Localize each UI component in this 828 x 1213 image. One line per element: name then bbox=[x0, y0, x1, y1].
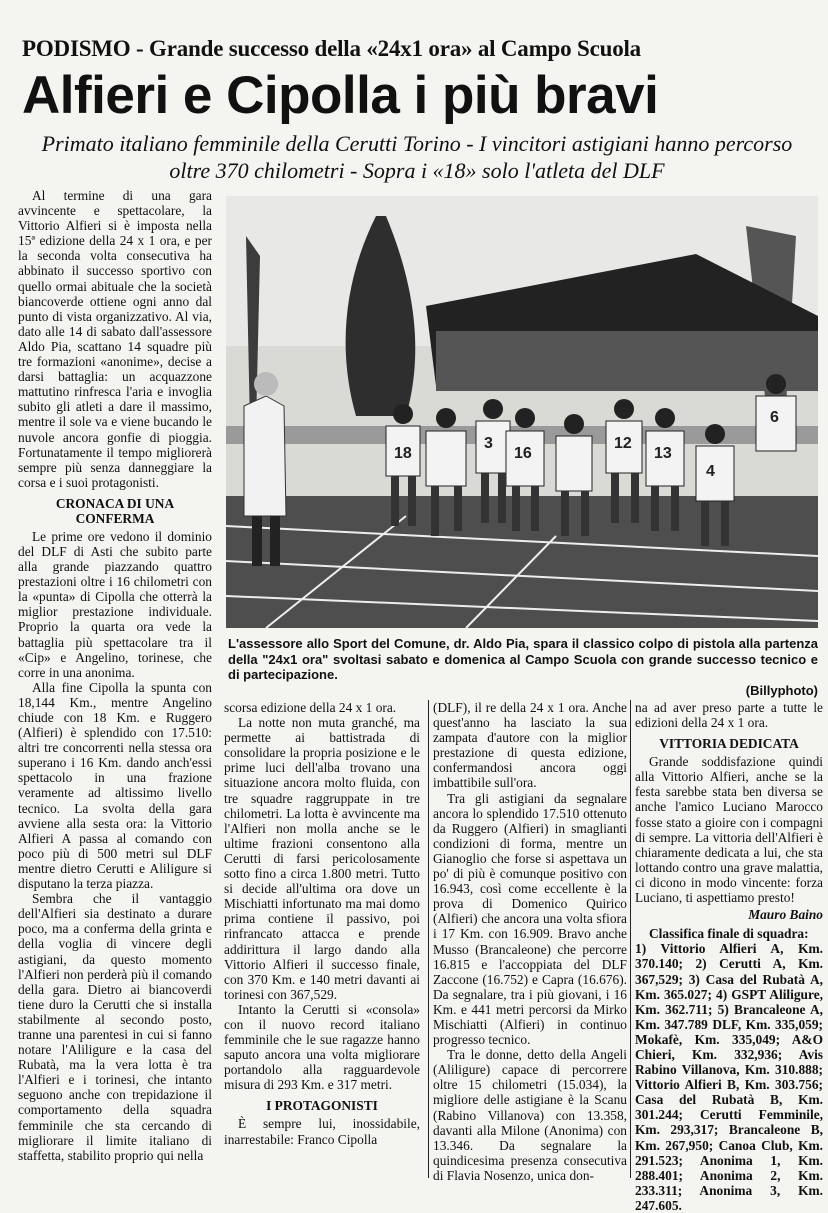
column-1 bbox=[18, 188, 212, 1178]
paragraph: Grande soddisfazione quindi alla Vittorio Alfieri, anche se la festa sarebbe stata ben diversa se anche l'amico Luciano Marocco fosse stato a gioire con i compagni di sempre. La vittoria dell'Alfieri è chiaramente dedicata a lui, che sta lottando contro una grave malattia, ci dicono in modo vincente: forza Luciano, ti aspettiamo presto! bbox=[635, 754, 823, 906]
bib-number: 3 bbox=[484, 435, 493, 452]
caption-text: L'assessore allo Sport del Comune, dr. Aldo Pia, spara il classico colpo di pistola alla partenza della "24x1 ora" svoltasi sabato e domenica al Campo Scuola con grande successo tecnico e di partecipazione. bbox=[228, 636, 818, 682]
photo-race-start bbox=[226, 196, 818, 628]
bib-number: 12 bbox=[614, 435, 632, 452]
bib-number: 16 bbox=[514, 445, 532, 462]
article-subhead: Primato italiano femminile della Cerutti Torino - I vincitori astigiani hanno percorso oltre 370 chilometri - Sopra i «18» solo l'atleta del DLF bbox=[41, 131, 793, 183]
section-heading: I PROTAGONISTI bbox=[266, 1098, 378, 1114]
race-start-photo bbox=[226, 196, 818, 628]
article-headline: Alfieri e Cipolla i più bravi bbox=[22, 66, 659, 125]
paragraph: Tra le donne, detto della Angeli (Aliligure) capace di percorrere oltre 15 chilometri (15.034), la migliore delle astigiane è la Scanu (Rabino Villanova) con 13.358, davanti alla Milone (Anonima) con 13.346. Da segnalare la quindicesima presenza consecutiva di Flavia Nosenzo, unica don- bbox=[433, 1047, 627, 1183]
paragraph: È sempre lui, inossidabile, inarrestabile: Franco Cipolla bbox=[224, 1116, 420, 1147]
standings-title: Classifica finale di squadra: bbox=[649, 926, 809, 942]
bib-number: 18 bbox=[394, 445, 412, 462]
paragraph: Tra gli astigiani da segnalare ancora lo splendido 17.510 ottenuto da Ruggero (Alfieri) in smaglianti condizioni di forma, mentre un Gianoglio che forse si aspettava un po' di più è comunque positivo con 16.943, così come eccellente è la prova di Domenico Quirico (Alfieri) che ancora una volta sfiora i 17 Km. con 16.909. Bravo anche Musso (Brancaleone) che percorre 16.815 e l'accoppiata del DLF Zaccone (16.752) e Capra (16.676). Da segnalare, tra i più giovani, i 16 Km. e 441 metri percorsi da Mirko Mischiatti (Alfieri) in continuo progresso tecnico. bbox=[433, 790, 627, 1048]
photo-caption bbox=[228, 636, 818, 698]
author-byline: Mauro Baino bbox=[748, 907, 823, 923]
bib-number: 13 bbox=[654, 445, 672, 462]
column-3 bbox=[428, 700, 627, 1183]
bib-number: 6 bbox=[770, 409, 779, 426]
paragraph: La notte non muta granché, ma permette ai battistrada di consolidare la propria posizione e le prime luci dell'alba trovano una situazione ancora molto fluida, con tre squadre raggruppate in tre chilometri. La lotta è avvincente ma l'Alfieri non molla anche se le ultime frazioni consentono alla Cerutti di farsi pericolosamente sotto fino a circa 1.800 metri. Tutto si decide all'ultima ora dove un Mischiatti infortunato ma mai domo prima contiene il passivo, poi rinfrancato attacca e prende addirittura il largo dando alla Vittorio Alfieri il successo finale, con 370 Km. e 140 metri davanti ai torinesi con 367,529. bbox=[224, 715, 420, 1002]
standings-list: 1) Vittorio Alfieri A, Km. 370.140; 2) Cerutti A, Km. 367,529; 3) Casa del Rubatà A, Km. 365.027; 4) GSPT Aliligure, Km. 362.711; 5) Brancaleone A, Km. 347.789 DLF, Km. 335,059; Mokafè, Km. 335,049; A&O Chieri, Km. 332,936; Avis Rabino Villanova, Km. 310.888; Vittorio Alfieri B, Km. 303.756; Casa del Rubatà B, Km. 301.244; Cerutti Femminile, Km. 293,317; Brancaleone B, Km. 267,950; Canoa Club, Km. 291.523; Anonima 1, Km. 288.401; Anonima 2, Km. 233.311; Anonima 3, Km. 247.605. bbox=[635, 941, 823, 1213]
paragraph: Le prime ore vedono il dominio del DLF di Asti che subito parte alla grande piazzando quattro prestazioni oltre i 16 chilometri con la «punta» di Cipolla che otterrà la miglior prestazione individuale. Proprio la quarta ora vede la battaglia più spettacolare tra il «Cip» e Angelino, torinese, che corre in una anonima. bbox=[18, 528, 212, 680]
column-2 bbox=[224, 700, 420, 1178]
column-4 bbox=[630, 700, 823, 1213]
bib-number: 4 bbox=[706, 463, 715, 480]
paragraph: Alla fine Cipolla la spunta con 18,144 Km., mentre Angelino chiude con 18 Km. e Ruggero (Alfieri) è splendido con 17.510: altri tre concorrenti nella stessa ora superano i 16 Km. dando anch'essi spettacolo in una frazione veramente ad altissimo livello tecnico. La svolta della gara avviene alla sesta ora: la Vittorio Alfieri A passa al comando con poco più di 500 metri sul DLF mentre dietro Cerutti e Aliligure si disputano la terza piazza. bbox=[18, 679, 212, 892]
photo-credit: (Billyphoto) bbox=[745, 682, 818, 698]
paragraph: (DLF), il re della 24 x 1 ora. Anche quest'anno ha lasciato la sua zampata d'autore con la miglior prestazione di questa edizione, confermandosi ancora oggi imbattibile sull'ora. bbox=[433, 700, 627, 791]
paragraph: na ad aver preso parte a tutte le edizioni della 24 x 1 ora. bbox=[635, 700, 823, 731]
section-heading: CRONACA DI UNA CONFERMA bbox=[55, 495, 175, 526]
article-kicker: PODISMO - Grande successo della «24x1 ora» al Campo Scuola bbox=[22, 36, 641, 61]
paragraph: Intanto la Cerutti si «consola» con il nuovo record italiano femminile che le sue ragazze hanno saputo ancora una volta migliorare portandolo alla ragguardevole misura di 293 Km. e 317 metri. bbox=[224, 1001, 420, 1093]
paragraph: Sembra che il vantaggio dell'Alfieri sia destinato a durare poco, ma a conferma della grinta e della voglia di vincere degli astigiani, da questo momento l'Alfieri non perderà più il comando della gara. Dietro ai biancoverdi tiene duro la Cerutti che si installa stabilmente al secondo posto, tranne una parentesi in cui si fanno notare l'Aliligure e la casa del Rubatà, ma la vera lotta è tra l'Alfieri e i torinesi, che intanto seguono anche con trepidazione il comportamento della squadra femminile che sta cercando di migliorare il limite italiano di staffetta, stabilito proprio qui nella bbox=[18, 891, 212, 1163]
section-heading: VITTORIA DEDICATA bbox=[659, 736, 799, 752]
paragraph: scorsa edizione della 24 x 1 ora. bbox=[224, 700, 397, 715]
paragraph: Al termine di una gara avvincente e spettacolare, la Vittorio Alfieri si è imposta nella 15ª edizione della 24 x 1 ora, e per la seconda volta consecutiva ha abbinato il successo sportivo con quello ormai abituale che la società biancoverde ottiene ogni anno dal punto di vista organizzativo. Al via, dato alle 14 di sabato dall'assessore Aldo Pia, scattano 14 squadre più tre formazioni «anonime», decise a darsi battaglia: un acquazzone mattutino rinfresca l'aria e invoglia subito gli atleti a dare il massimo, mentre il sole va e viene bucando le nuvole ancora gonfie di pioggia. Fortunatamente il tempo migliorerà sempre più senza danneggiare la corsa e i suoi protagonisti. bbox=[18, 188, 212, 490]
